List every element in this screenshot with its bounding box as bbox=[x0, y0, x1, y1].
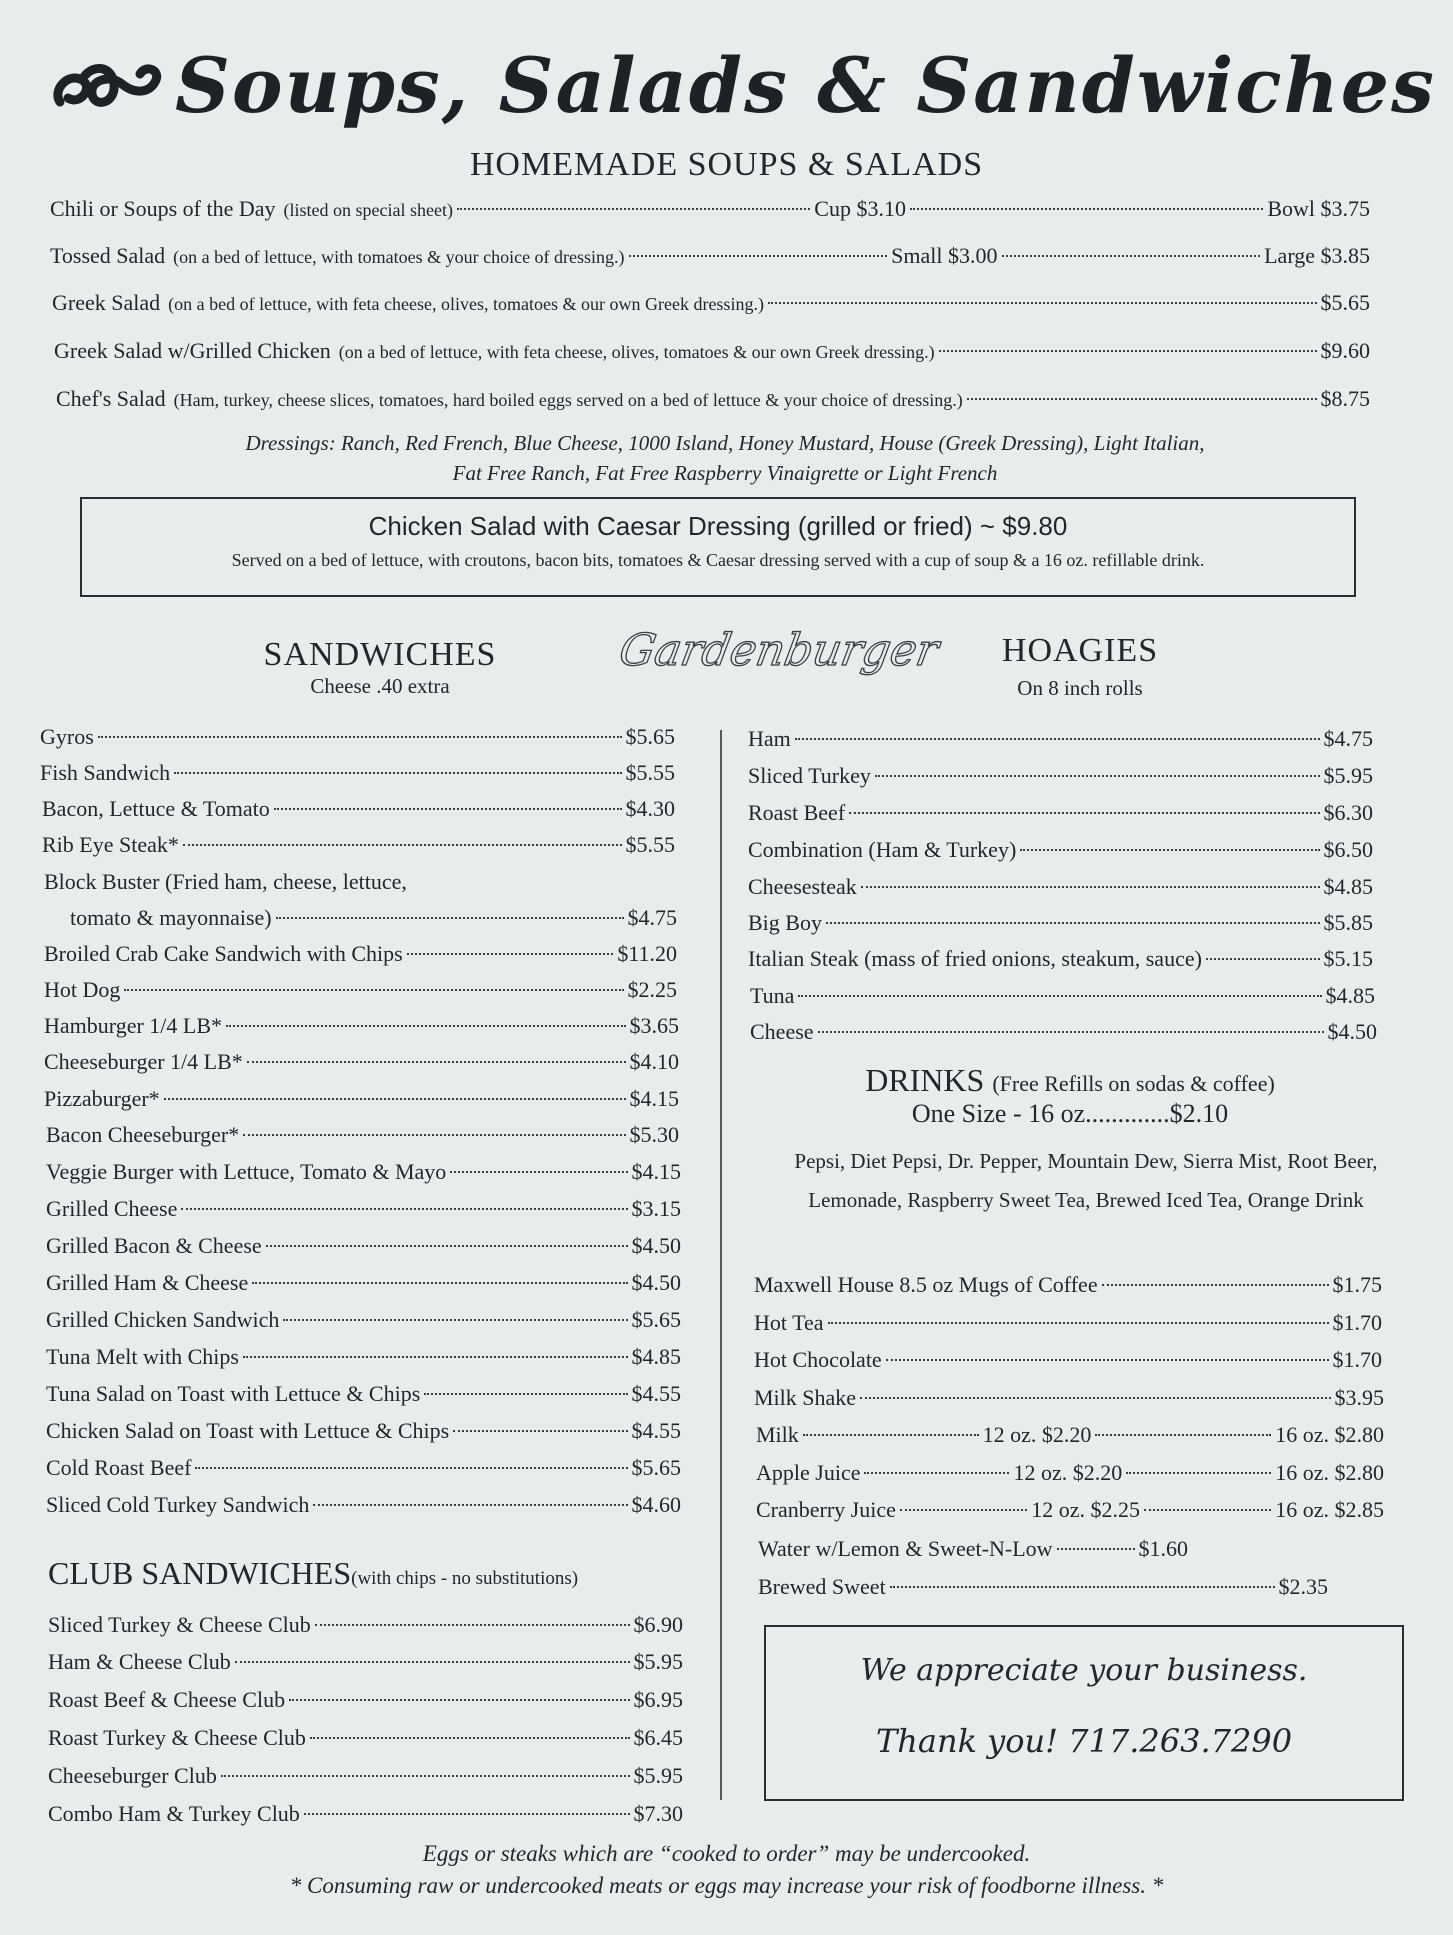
item-price: $5.30 bbox=[629, 1122, 679, 1147]
drink-row bbox=[754, 1310, 1382, 1336]
hoagie-row bbox=[750, 983, 1375, 1009]
sandwich-row bbox=[44, 941, 677, 967]
leader-dots bbox=[1095, 1434, 1271, 1436]
sandwich-row bbox=[46, 1418, 681, 1444]
caesar-title: Chicken Salad with Caesar Dressing (grilled or fried) ~ $9.80 bbox=[368, 511, 1068, 541]
leader-dots bbox=[235, 1661, 630, 1663]
club-row bbox=[48, 1763, 683, 1789]
leader-dots bbox=[828, 1322, 1329, 1324]
sandwich-row bbox=[40, 724, 675, 750]
item-price: Large $3.85 bbox=[1264, 243, 1371, 268]
dressings-line-1: Dressings: Ranch, Red French, Blue Cheese, 1000 Island, Honey Mustard, House (Greek Dressing), Light Italian, bbox=[245, 431, 1205, 455]
sandwich-row bbox=[46, 1307, 681, 1333]
thanks-line-1: We appreciate your business. bbox=[860, 1653, 1308, 1688]
leader-dots bbox=[826, 922, 1320, 924]
item-price: $6.30 bbox=[1323, 800, 1373, 825]
sandwich-row bbox=[44, 1086, 679, 1112]
item-price: $4.75 bbox=[1323, 726, 1373, 751]
sandwich-row bbox=[46, 1455, 681, 1481]
salad-row-greek-chicken bbox=[54, 338, 1370, 364]
item-name: Combination (Ham & Turkey) bbox=[748, 837, 1017, 862]
item-name: Gyros bbox=[40, 724, 94, 749]
item-name: Tuna Salad on Toast with Lettuce & Chips bbox=[46, 1381, 421, 1406]
item-name: Chicken Salad on Toast with Lettuce & Chips bbox=[46, 1418, 450, 1443]
column-divider bbox=[720, 730, 722, 1800]
leader-dots bbox=[967, 398, 1317, 400]
item-price: $3.95 bbox=[1334, 1385, 1384, 1410]
item-price: $4.50 bbox=[631, 1270, 681, 1295]
item-price: $5.65 bbox=[1320, 290, 1370, 315]
club-note: (with chips - no substitutions) bbox=[351, 1568, 579, 1589]
item-name: Ham & Cheese Club bbox=[48, 1649, 231, 1674]
dressings-note bbox=[110, 428, 1340, 488]
item-name: Cheeseburger 1/4 LB* bbox=[44, 1049, 243, 1074]
sandwich-row bbox=[42, 832, 675, 858]
leader-dots bbox=[1002, 255, 1261, 257]
item-price: $2.25 bbox=[627, 977, 677, 1002]
sandwich-row bbox=[46, 1492, 681, 1518]
leader-dots bbox=[313, 1504, 627, 1506]
sandwich-row bbox=[46, 1122, 679, 1148]
soda-list: Pepsi, Diet Pepsi, Dr. Pepper, Mountain Dew, Sierra Mist, Root Beer, Lemonade, Raspberry Sweet Tea, Brewed Iced Tea, Orange Drink bbox=[794, 1149, 1378, 1212]
item-price: $4.75 bbox=[627, 905, 677, 930]
leader-dots bbox=[1126, 1472, 1271, 1474]
item-price: $4.85 bbox=[1325, 983, 1375, 1008]
caesar-special-box bbox=[80, 497, 1356, 597]
sandwich-row bbox=[44, 977, 677, 1003]
leader-dots bbox=[1020, 849, 1319, 851]
leader-dots bbox=[310, 1737, 630, 1739]
item-name: Apple Juice bbox=[756, 1460, 861, 1485]
item-name: Veggie Burger with Lettuce, Tomato & Mayo bbox=[46, 1159, 447, 1184]
sandwich-row bbox=[46, 1196, 681, 1222]
item-name: Block Buster (Fried ham, cheese, lettuce, bbox=[44, 869, 407, 894]
sandwich-row bbox=[46, 1233, 681, 1259]
item-price: $6.95 bbox=[633, 1687, 683, 1712]
item-price: $9.60 bbox=[1320, 338, 1370, 363]
leader-dots bbox=[1206, 958, 1320, 960]
footer-line-1: Eggs or steaks which are “cooked to order” may be undercooked. bbox=[422, 1841, 1031, 1866]
leader-dots bbox=[890, 1586, 1275, 1588]
item-name: Cheesesteak bbox=[748, 874, 857, 899]
item-name: Maxwell House 8.5 oz Mugs of Coffee bbox=[754, 1272, 1098, 1297]
item-name: Tuna bbox=[750, 983, 795, 1008]
item-price: $5.55 bbox=[625, 832, 675, 857]
item-price: $5.55 bbox=[625, 760, 675, 785]
item-name: Grilled Chicken Sandwich bbox=[46, 1307, 280, 1332]
item-name: Cheese bbox=[750, 1019, 814, 1044]
item-mid-price: Cup $3.10 bbox=[814, 196, 906, 221]
item-name: Hamburger 1/4 LB* bbox=[44, 1013, 223, 1038]
item-name: Chef's Salad (Ham, turkey, cheese slices, tomatoes, hard boiled eggs served on a bed of lettuce & your choice of dressing.) bbox=[56, 386, 963, 411]
leader-dots bbox=[450, 1171, 627, 1173]
leader-dots bbox=[457, 208, 810, 210]
item-name: Cold Roast Beef bbox=[46, 1455, 192, 1480]
item-price: $4.10 bbox=[629, 1049, 679, 1074]
leader-dots bbox=[315, 1624, 630, 1626]
item-name: Rib Eye Steak* bbox=[42, 832, 179, 857]
item-price: $4.55 bbox=[631, 1418, 681, 1443]
item-name: Tossed Salad (on a bed of lettuce, with tomatoes & your choice of dressing.) bbox=[50, 243, 625, 268]
hoagie-row bbox=[750, 1019, 1377, 1045]
item-name: Sliced Turkey bbox=[748, 763, 871, 788]
leader-dots bbox=[183, 844, 622, 846]
sandwich-row bbox=[44, 1049, 679, 1075]
item-name: Grilled Bacon & Cheese bbox=[46, 1233, 262, 1258]
sandwich-row bbox=[46, 1381, 681, 1407]
item-name: Big Boy bbox=[748, 910, 822, 935]
leader-dots bbox=[407, 953, 614, 955]
item-price: $5.95 bbox=[1323, 763, 1373, 788]
gardenburger-logo: Gardenburger bbox=[615, 625, 943, 676]
sandwich-row bbox=[42, 796, 675, 822]
drink-row bbox=[756, 1422, 1384, 1448]
club-heading: CLUB SANDWICHES bbox=[48, 1555, 352, 1591]
item-price: $4.55 bbox=[631, 1381, 681, 1406]
item-price: $1.75 bbox=[1332, 1272, 1382, 1297]
club-row bbox=[48, 1725, 683, 1751]
item-price: 16 oz. $2.80 bbox=[1275, 1422, 1385, 1447]
leader-dots bbox=[274, 808, 622, 810]
item-price: $6.45 bbox=[633, 1725, 683, 1750]
leader-dots bbox=[1102, 1284, 1329, 1286]
thank-you-box bbox=[764, 1625, 1404, 1801]
leader-dots bbox=[195, 1467, 627, 1469]
item-price: $1.70 bbox=[1332, 1310, 1382, 1335]
leader-dots bbox=[124, 989, 623, 991]
item-price: $5.15 bbox=[1323, 946, 1373, 971]
club-row bbox=[48, 1649, 683, 1675]
item-name: Grilled Ham & Cheese bbox=[46, 1270, 249, 1295]
sandwich-row bbox=[44, 869, 675, 895]
scroll-ornament-icon bbox=[50, 50, 165, 120]
item-name: Roast Turkey & Cheese Club bbox=[48, 1725, 306, 1750]
item-price: $6.50 bbox=[1323, 837, 1373, 862]
leader-dots bbox=[864, 1472, 1009, 1474]
item-name: tomato & mayonnaise) bbox=[70, 905, 272, 930]
item-price: Bowl $3.75 bbox=[1267, 196, 1371, 221]
item-name: Hot Dog bbox=[44, 977, 121, 1002]
hoagie-row bbox=[748, 800, 1373, 826]
item-price: 16 oz. $2.80 bbox=[1275, 1460, 1384, 1485]
club-row bbox=[48, 1801, 683, 1827]
sandwich-row bbox=[46, 1159, 681, 1185]
item-price: $3.15 bbox=[631, 1196, 681, 1221]
drink-row bbox=[754, 1272, 1382, 1298]
item-price: $2.35 bbox=[1278, 1574, 1328, 1599]
drinks-size-line: One Size - 16 oz.............$2.10 bbox=[911, 1099, 1229, 1128]
item-mid-price: 12 oz. $2.20 bbox=[1013, 1460, 1123, 1485]
drink-row bbox=[758, 1574, 1328, 1600]
item-price: $4.15 bbox=[629, 1086, 679, 1111]
item-name: Cranberry Juice bbox=[756, 1497, 896, 1522]
hoagies-header bbox=[900, 632, 1260, 701]
club-sandwiches-header bbox=[48, 1555, 578, 1592]
hoagie-row bbox=[748, 763, 1373, 789]
sandwiches-heading: SANDWICHES bbox=[263, 636, 497, 673]
item-price: $5.85 bbox=[1323, 910, 1373, 935]
thanks-line-2: Thank you! 717.263.7290 bbox=[875, 1722, 1293, 1760]
item-price: $5.65 bbox=[625, 724, 675, 749]
hoagie-row bbox=[748, 837, 1373, 863]
drink-row bbox=[756, 1497, 1384, 1523]
item-price: $1.60 bbox=[1138, 1536, 1188, 1561]
item-name: Cheeseburger Club bbox=[48, 1763, 217, 1788]
soup-row-chili bbox=[50, 196, 1370, 222]
item-price: $5.65 bbox=[631, 1307, 681, 1332]
leader-dots bbox=[226, 1025, 625, 1027]
soups-salads-heading: HOMEMADE SOUPS & SALADS bbox=[469, 146, 984, 183]
item-name: Broiled Crab Cake Sandwich with Chips bbox=[44, 941, 403, 966]
hoagie-row bbox=[748, 910, 1373, 936]
salad-row-tossed bbox=[50, 243, 1370, 269]
item-name: Roast Beef bbox=[748, 800, 846, 825]
item-name: Greek Salad (on a bed of lettuce, with feta cheese, olives, tomatoes & our own Greek dressing.) bbox=[52, 290, 764, 315]
item-price: $4.60 bbox=[631, 1492, 681, 1517]
leader-dots bbox=[221, 1775, 630, 1777]
menu-title: Soups, Salads & Sandwiches bbox=[175, 40, 1436, 130]
leader-dots bbox=[795, 738, 1320, 740]
leader-dots bbox=[289, 1699, 629, 1701]
leader-dots bbox=[886, 1359, 1329, 1361]
item-price: $1.70 bbox=[1332, 1347, 1382, 1372]
item-name: Sliced Turkey & Cheese Club bbox=[48, 1612, 311, 1637]
item-mid-price: 12 oz. $2.20 bbox=[982, 1422, 1092, 1447]
item-name: Pizzaburger* bbox=[44, 1086, 160, 1111]
drink-row bbox=[758, 1536, 1188, 1562]
item-price: $5.65 bbox=[631, 1455, 681, 1480]
item-name: Combo Ham & Turkey Club bbox=[48, 1801, 300, 1826]
item-name: Water w/Lemon & Sweet-N-Low bbox=[758, 1536, 1053, 1561]
item-name: Tuna Melt with Chips bbox=[46, 1344, 239, 1369]
leader-dots bbox=[164, 1098, 626, 1100]
item-name: Hot Tea bbox=[754, 1310, 824, 1335]
item-name: Hot Chocolate bbox=[754, 1347, 882, 1372]
leader-dots bbox=[875, 775, 1320, 777]
dressings-line-2: Fat Free Ranch, Fat Free Raspberry Vinaigrette or Light French bbox=[452, 461, 998, 485]
item-name: Chili or Soups of the Day (listed on special sheet) bbox=[50, 196, 453, 221]
leader-dots bbox=[910, 208, 1263, 210]
item-name: Bacon, Lettuce & Tomato bbox=[42, 796, 270, 821]
hoagie-row bbox=[748, 874, 1373, 900]
item-price: $4.50 bbox=[631, 1233, 681, 1258]
item-name: Greek Salad w/Grilled Chicken (on a bed of lettuce, with feta cheese, olives, tomatoes & our own Greek dressing.) bbox=[54, 338, 935, 363]
drink-row bbox=[756, 1460, 1384, 1486]
drinks-heading: DRINKS bbox=[865, 1062, 985, 1098]
leader-dots bbox=[424, 1393, 627, 1395]
leader-dots bbox=[276, 917, 624, 919]
leader-dots bbox=[243, 1134, 625, 1136]
leader-dots bbox=[283, 1319, 627, 1321]
item-mid-price: 12 oz. $2.25 bbox=[1031, 1497, 1140, 1522]
drink-row bbox=[754, 1347, 1382, 1373]
leader-dots bbox=[181, 1208, 627, 1210]
item-price: $4.30 bbox=[625, 796, 675, 821]
leader-dots bbox=[243, 1356, 628, 1358]
sandwich-row bbox=[40, 760, 675, 786]
item-name: Grilled Cheese bbox=[46, 1196, 178, 1221]
club-row bbox=[48, 1612, 683, 1638]
club-row bbox=[48, 1687, 683, 1713]
item-price: $8.75 bbox=[1320, 386, 1370, 411]
leader-dots bbox=[860, 1397, 1330, 1399]
item-name: Fish Sandwich bbox=[40, 760, 171, 785]
drinks-note: (Free Refills on sodas & coffee) bbox=[992, 1071, 1275, 1096]
sandwich-row bbox=[46, 1344, 681, 1370]
item-mid-price: Small $3.00 bbox=[891, 243, 998, 268]
item-price: $4.50 bbox=[1327, 1019, 1377, 1044]
leader-dots bbox=[453, 1430, 627, 1432]
hoagies-heading: HOAGIES bbox=[1001, 632, 1159, 669]
leader-dots bbox=[247, 1061, 626, 1063]
salad-row-chef bbox=[56, 386, 1370, 412]
hoagies-subheading: On 8 inch rolls bbox=[1017, 676, 1143, 700]
leader-dots bbox=[849, 812, 1319, 814]
item-price: $6.90 bbox=[633, 1612, 683, 1637]
item-name: Bacon Cheeseburger* bbox=[46, 1122, 240, 1147]
leader-dots bbox=[803, 1434, 979, 1436]
food-safety-footer bbox=[0, 1838, 1453, 1902]
item-price: $5.95 bbox=[633, 1763, 683, 1788]
drinks-header bbox=[740, 1062, 1400, 1129]
drink-row bbox=[754, 1385, 1384, 1411]
leader-dots bbox=[798, 995, 1321, 997]
item-name: Roast Beef & Cheese Club bbox=[48, 1687, 286, 1712]
sandwich-row bbox=[70, 905, 677, 931]
item-name: Italian Steak (mass of fried onions, steakum, sauce) bbox=[748, 946, 1202, 971]
leader-dots bbox=[900, 1509, 1027, 1511]
sandwiches-header bbox=[200, 636, 560, 699]
leader-dots bbox=[1057, 1548, 1135, 1550]
item-price: $11.20 bbox=[617, 941, 677, 966]
drinks-heading-line bbox=[740, 1062, 1400, 1099]
leader-dots bbox=[266, 1245, 628, 1247]
sandwiches-subheading: Cheese .40 extra bbox=[310, 674, 450, 698]
leader-dots bbox=[252, 1282, 627, 1284]
sandwich-row bbox=[46, 1270, 681, 1296]
leader-dots bbox=[1144, 1509, 1271, 1511]
caesar-subtitle: Served on a bed of lettuce, with croutons, bacon bits, tomatoes & Caesar dressing served with a cup of soup & a 16 oz. refillable drink. bbox=[231, 550, 1205, 570]
leader-dots bbox=[98, 736, 622, 738]
item-price: $3.65 bbox=[629, 1013, 679, 1038]
item-name: Brewed Sweet bbox=[758, 1574, 886, 1599]
leader-dots bbox=[174, 772, 621, 774]
sandwich-row bbox=[44, 1013, 679, 1039]
item-name: Milk bbox=[756, 1422, 799, 1447]
item-price: 16 oz. $2.85 bbox=[1275, 1497, 1385, 1522]
leader-dots bbox=[939, 350, 1317, 352]
menu-title-bar bbox=[50, 30, 1436, 140]
item-price: $4.15 bbox=[631, 1159, 681, 1184]
leader-dots bbox=[304, 1813, 630, 1815]
item-name: Milk Shake bbox=[754, 1385, 857, 1410]
item-price: $7.30 bbox=[633, 1801, 683, 1826]
salad-row-greek bbox=[52, 290, 1370, 316]
leader-dots bbox=[629, 255, 888, 257]
item-price: $4.85 bbox=[1323, 874, 1373, 899]
leader-dots bbox=[768, 302, 1317, 304]
item-price: $5.95 bbox=[633, 1649, 683, 1674]
leader-dots bbox=[861, 886, 1320, 888]
footer-line-2: * Consuming raw or undercooked meats or eggs may increase your risk of foodborne illness. * bbox=[289, 1873, 1164, 1898]
hoagie-row bbox=[748, 946, 1373, 972]
item-name: Sliced Cold Turkey Sandwich bbox=[46, 1492, 310, 1517]
leader-dots bbox=[818, 1031, 1324, 1033]
hoagie-row bbox=[748, 726, 1373, 752]
item-price: $4.85 bbox=[631, 1344, 681, 1369]
item-name: Ham bbox=[748, 726, 791, 751]
